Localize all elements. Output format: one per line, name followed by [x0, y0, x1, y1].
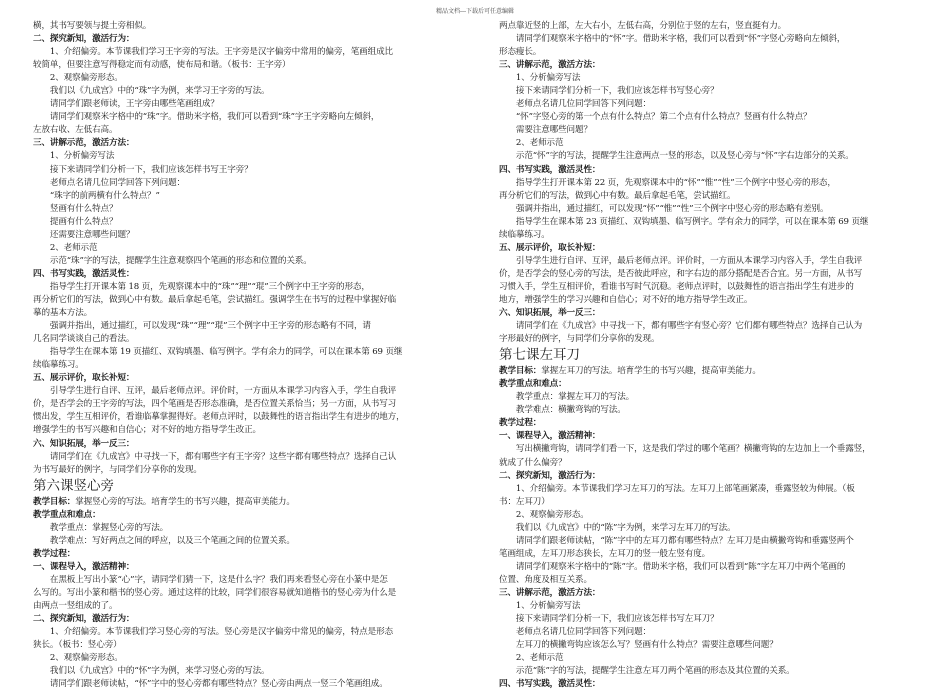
body-text-line: 再分析它们的写法，做到心中有数。最后拿起毛笔，尝试描红。 — [499, 190, 736, 201]
body-text-line: 2、观察偏旁形态。 — [33, 653, 123, 664]
section-heading: 六、知识拓展，举一反三： — [499, 308, 601, 319]
section-heading: 教学过程： — [499, 418, 542, 429]
body-text-line: 1、分析偏旁写法 — [499, 73, 581, 84]
section-heading: 一、课程导入，激活精神： — [33, 561, 135, 572]
body-text-line: 价，是否学会的王字旁的写法，四个笔画是否形态准确，是否位置关系恰当；另一方面，从书写习 — [33, 399, 397, 410]
body-text-line: 教学难点：写好两点之间的呼应，以及三个笔画之间的位置关系。 — [33, 535, 295, 546]
objective-line — [499, 365, 923, 378]
body-text-line: 2、老师示范 — [499, 138, 564, 149]
left-column — [33, 20, 457, 691]
section-heading: 五、展示评价，取长补短： — [499, 242, 601, 253]
body-text-line: 教学重点：掌握左耳刀的写法。 — [499, 392, 635, 403]
body-text-line: 1、介绍偏旁。本节课我们学习王字旁的写法。王字旁是汉字偏旁中常用的偏旁，笔画组成比 — [33, 47, 393, 58]
body-text-line: 笔画组成，左耳刀形态狭长，左耳刀的竖一般左竖有度。 — [499, 548, 711, 559]
body-text-line: 指导学生打开课本第 22 页，先观察课本中的“怀”“惟”“性”三个例字中竖心旁的形态， — [499, 177, 836, 188]
body-text-line: 形态瘦长。 — [499, 47, 542, 58]
body-text-line: 惯出发，学生互相评价，看谁临摹掌握得好。老师点评时，以鼓舞性的语言指出学生有进步的地方， — [33, 412, 405, 423]
body-text-line: 示范“珠”字的写法，提醒学生注意观察四个笔画的形态和位置的关系。 — [33, 255, 312, 266]
body-text-line: 请同学们跟老师读，王字旁由哪些笔画组成？ — [33, 99, 219, 110]
body-text-line: “珠字的前两横有什么特点？” — [33, 190, 160, 201]
body-text-line: 横，其书写要领与提土旁相似。 — [33, 21, 152, 31]
body-text-line: 几名同学谈谈自己的看法。 — [33, 334, 135, 345]
body-text-line: 接下来请同学们分析一下，我们应该怎样书写竖心旁？ — [499, 86, 719, 97]
section-heading: 五、展示评价，取长补短： — [33, 373, 135, 384]
body-text-line: 两点靠近竖的上部，左大右小，左低右高，分别位于竖的左右，竖直挺有力。 — [499, 21, 787, 31]
body-text-line: 老师点名请几位同学回答下列问题： — [499, 99, 651, 110]
body-text-line: 强调并指出，通过描红，可以发现“怀”“惟”“性”三个例字中竖心旁的形态略有差别。 — [499, 203, 829, 214]
section-heading: 二、探究新知，激活行为： — [33, 34, 135, 45]
body-text-line: 需要注意哪些问题？ — [499, 125, 592, 136]
body-text-line: 较简单，但要注意写得稳定而有动感，使布局和谐。（板书：王字旁） — [33, 60, 291, 71]
body-text-line: 续临摹练习。 — [499, 229, 550, 240]
body-text-line: 书：左耳刀） — [499, 496, 550, 507]
body-text-line: 左耳刀的横撇弯钩应该怎么写？竖画有什么特点？需要注意哪些问题？ — [499, 640, 778, 651]
body-text-line: 摹的基本方法。 — [33, 308, 93, 319]
body-text-line: 老师点名请几位同学回答下列问题： — [499, 627, 651, 638]
right-column — [499, 20, 923, 691]
section-heading: 四、书写实践，激活灵性： — [499, 679, 601, 690]
body-text-line: 位置、角度及相互关系。 — [499, 574, 592, 585]
body-text-line: 提画有什么特点？ — [33, 216, 118, 227]
body-text-line: 我们以《九成宫》中的“珠”字为例，来学习王字旁的写法。 — [33, 86, 270, 97]
section-heading: 教学重点和难点： — [33, 509, 101, 520]
section-heading: 一、课程导入，激活精神： — [499, 431, 601, 442]
section-heading: 三、讲解示范，激活方法： — [499, 60, 601, 71]
body-text-line: 左放右收、左低右高。 — [33, 125, 118, 136]
body-text-line: 接下来请同学们分析一下，我们应该怎样书写左耳刀？ — [499, 614, 719, 625]
body-text-line: 2、老师示范 — [499, 653, 564, 664]
body-text-line: 1、介绍偏旁。本节课我们学习左耳刀的写法。左耳刀上部笔画紧凑，垂露竖较为伸展。（板 — [499, 483, 855, 494]
body-text-line: 请同学们观察米字格中的“怀”字。借助米字格，我们可以看到“怀”字竖心旁略向左倾斜， — [499, 34, 846, 45]
body-text-line: 请同学们观察米字格中的“珠”字。借助米字格，我们可以看到“珠”字王字旁略向左倾斜， — [33, 112, 380, 123]
body-text-line: 请同学们观察米字格中的“陈”字。借助米字格，我们可以看到“陈”字左耳刀中两个笔画的 — [499, 561, 846, 572]
body-text-line: 请同学们在《九成宫》中寻找一下，都有哪些字有竖心旁？它们都有哪些特点？选择自己认为 — [499, 321, 863, 332]
body-text-line: 还需要注意哪些问题？ — [33, 229, 135, 240]
body-text-line: 指导学生在课本第 23 页描红、双钩填墨、临写例字。学有余力的同学，可以在课本第 69 页继 — [499, 216, 869, 227]
section-heading: 二、探究新知，激活行为： — [33, 614, 135, 625]
body-text-line: 引导学生进行自评、互评，最后老师点评。评价时，一方面从本课学习内容入手，学生自我评 — [499, 255, 863, 266]
body-text-line: 1、分析偏旁写法 — [33, 151, 115, 162]
section-heading: 三、讲解示范，激活方法： — [499, 587, 601, 598]
body-text-line: 老师点名请几位同学回答下列问题： — [33, 177, 185, 188]
body-text-line: 请同学们跟老师读帖，“陈”字中的左耳刀都有哪些特点？左耳刀是由横撇弯钩和垂露竖两个 — [499, 535, 854, 546]
body-text-line: 么写的。写出小篆和楷书的竖心旁。通过这样的比较，同学们很容易就知道楷书的竖心旁为什么是 — [33, 587, 397, 598]
body-text-line: 由两点一竖组成的了。 — [33, 601, 118, 612]
objective-label: 教学目标： — [33, 496, 76, 507]
body-text-line: 1、分析偏旁写法 — [499, 601, 581, 612]
body-text-line: 2、观察偏旁形态。 — [33, 73, 123, 84]
body-text-line: 指导学生在课本第 19 页描红、双钩填墨、临写例字。学有余力的同学，可以在课本第 69 页继 — [33, 347, 403, 358]
body-text-line: 强调并指出，通过描红，可以发现“珠”“理”“琨”三个例字中王字旁的形态略有不同，请 — [33, 321, 371, 332]
body-text-line: 字形最好的例字，与同学们分享你的发现。 — [499, 334, 660, 345]
body-text-line: 竖画有什么特点？ — [33, 203, 118, 214]
body-text-line: 增强学生的书写兴趣和自信心；对不好的地方指导学生改正。 — [33, 425, 261, 436]
page-header: 精品文档---下载后可任意编辑 — [435, 8, 515, 15]
objective-line — [33, 496, 457, 509]
body-text-line: 狭长。（板书：竖心旁） — [33, 640, 122, 651]
objective-text: 掌握竖心旁的写法。培育学生的书写兴趣，提高审美能力。 — [75, 496, 295, 507]
section-heading: 教学过程： — [33, 548, 76, 559]
section-heading: 四、书写实践，激活灵性： — [499, 164, 601, 175]
body-text-line: 教学难点：横撇弯钩的写法。 — [499, 405, 626, 416]
body-text-line: 2、老师示范 — [33, 242, 98, 253]
body-text-line: “怀”字竖心旁的第一个点有什么特点？第二个点有什么特点？竖画有什么特点？ — [499, 112, 812, 123]
body-text-line: 在黑板上写出小篆“心”字，请同学们猜一下，这是什么字？我们再来看竖心旁在小篆中是怎 — [33, 574, 388, 585]
body-text-line: 2、观察偏旁形态。 — [499, 509, 589, 520]
objective-text: 掌握左耳刀的写法。培育学生的书写兴趣，提高审美能力。 — [541, 366, 761, 377]
body-text-line: 请同学们在《九成宫》中寻找一下，都有哪些字有王字旁？这些字都有哪些特点？选择自己认 — [33, 451, 397, 462]
body-text-line: 为书写最好的例字，与同学们分享你的发现。 — [33, 464, 202, 475]
body-text-line: 引导学生进行自评、互评，最后老师点评。评价时，一方面从本课学习内容入手，学生自我评 — [33, 386, 397, 397]
section-heading: 教学重点和难点： — [499, 379, 567, 390]
body-text-line: 价，是否学会的竖心旁的写法，是否彼此呼应，和字右边的部分搭配是否合宜。另一方面，从书写 — [499, 268, 863, 279]
body-text-line: 就成了什么偏旁？ — [499, 457, 567, 468]
section-heading: 三、讲解示范，激活方法： — [33, 138, 135, 149]
body-text-line: 续临摹练习。 — [33, 360, 84, 371]
section-heading: 四、书写实践，激活灵性： — [33, 268, 135, 279]
body-text-line: 1、介绍偏旁。本节课我们学习竖心旁的写法。竖心旁是汉字偏旁中常见的偏旁，特点是形态 — [33, 627, 393, 638]
body-text-line: 示范“怀”字的写法，提醒学生注意两点一竖的形态，以及竖心旁与“怀”字右边部分的关系。 — [499, 151, 854, 162]
lesson-title: 第七课左耳刀 — [499, 347, 580, 364]
body-text-line: 我们以《九成宫》中的“陈”字为例，来学习左耳刀的写法。 — [499, 522, 736, 533]
body-text-line: 教学重点：掌握竖心旁的写法。 — [33, 522, 169, 533]
body-text-line: 我们以《九成宫》中的“怀”字为例，来学习竖心旁的写法。 — [33, 666, 270, 677]
body-text-line: 再分析它们的写法，做到心中有数。最后拿起毛笔，尝试描红。强调学生在书写的过程中掌握好临 — [33, 294, 397, 305]
body-text-line: 示范“陈”字的写法，提醒学生注意左耳刀两个笔画的形态及其位置的关系。 — [499, 666, 795, 677]
body-text-line: 接下来请同学们分析一下，我们应该怎样书写王字旁？ — [33, 164, 253, 175]
section-heading: 二、探究新知，激活行为： — [499, 470, 601, 481]
body-text-line: 习惯入手，学生互相评价，看谁书写时气沉稳。老师点评时，以鼓舞性的语言指出学生有进步的 — [499, 281, 854, 292]
objective-label: 教学目标： — [499, 366, 542, 377]
body-text-line: 指导学生打开课本第 18 页，先观察课本中的“珠”“理”“琨”三个例字中王字旁的形态， — [33, 281, 370, 292]
body-text-line: 地方，增强学生的学习兴趣和自信心；对不好的地方指导学生改正。 — [499, 294, 753, 305]
body-text-line: 请同学们跟老师读帖，“怀”字中的竖心旁都有哪些特点？竖心旁由两点一竖三个笔画组成。 — [33, 679, 388, 690]
body-text-line: 写出横撇弯钩，请同学们看一下，这是我们学过的哪个笔画？横撇弯钩的左边加上一个垂露竖， — [499, 444, 871, 455]
lesson-title: 第六课竖心旁 — [33, 477, 114, 494]
section-heading: 六、知识拓展，举一反三： — [33, 438, 135, 449]
